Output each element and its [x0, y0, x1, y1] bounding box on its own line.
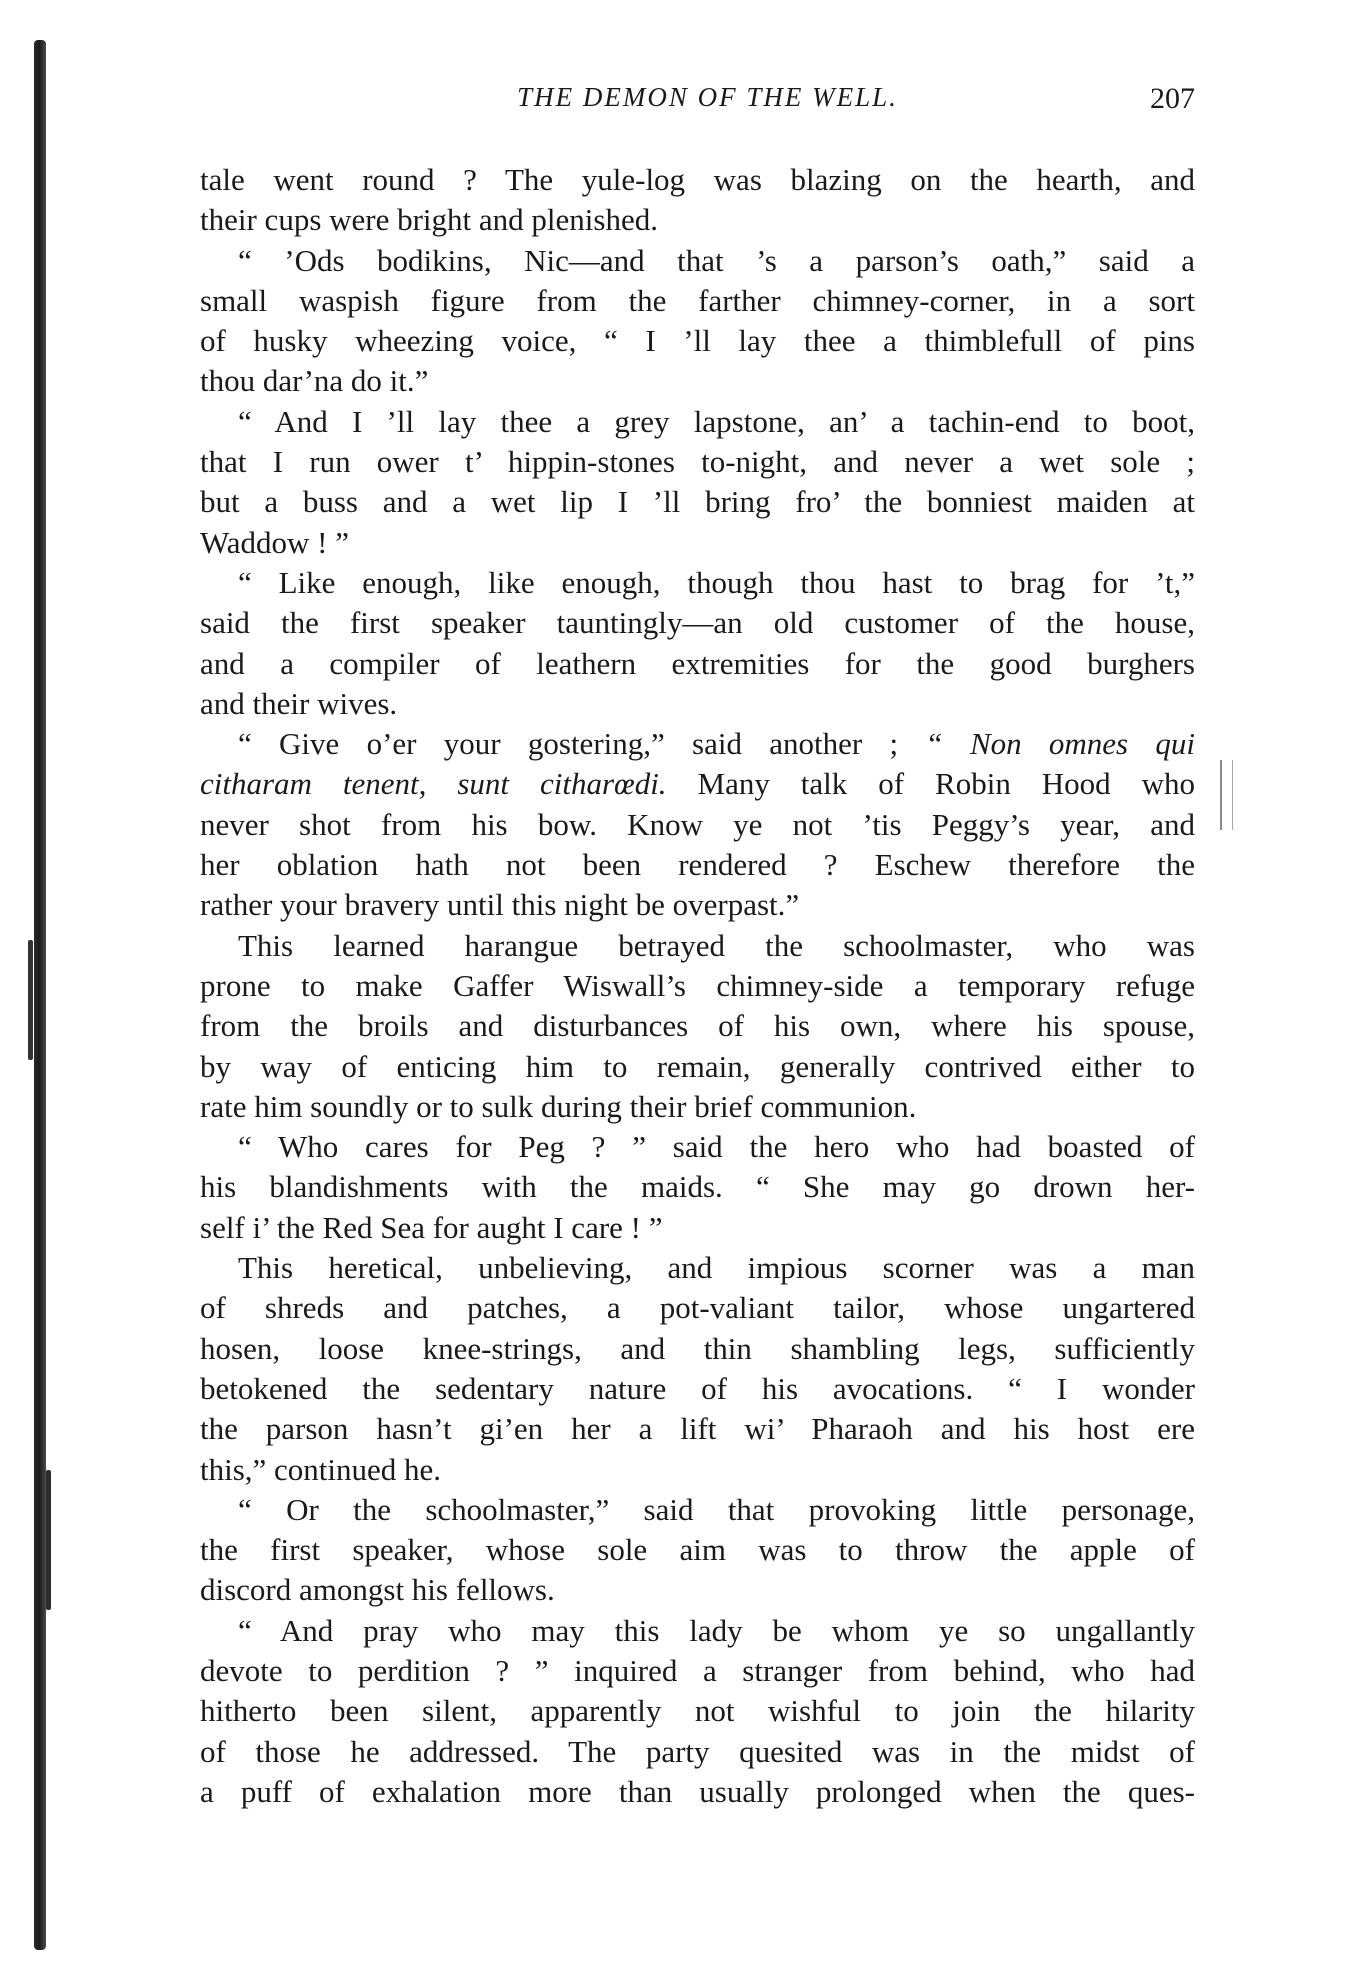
text-line: that I run ower t’ hippin-stones to-night, and never a wet sole ;	[200, 444, 1195, 480]
text-line: “ And pray who may this lady be whom ye so ungallantly	[238, 1612, 1195, 1648]
text-line: by way of enticing him to remain, generally contrived either to	[200, 1048, 1195, 1084]
text-line: “ Like enough, like enough, though thou hast to brag for ’t,”	[238, 564, 1195, 600]
text-line: the parson hasn’t gi’en her a lift wi’ Pharaoh and his host ere	[200, 1411, 1195, 1447]
text-line: never shot from his bow. Know ye not ’tis Peggy’s year, and	[200, 806, 1195, 842]
text-line: prone to make Gaffer Wiswall’s chimney-side a temporary refuge	[200, 967, 1195, 1003]
text-line: discord amongst his fellows.	[200, 1572, 555, 1608]
text-line: “ Or the schoolmaster,” said that provoking little personage,	[238, 1491, 1195, 1527]
text-line: the first speaker, whose sole aim was to throw the apple of	[200, 1532, 1195, 1568]
text-line: “ Who cares for Peg ? ” said the hero who had boasted of	[238, 1129, 1195, 1165]
text-line: devote to perdition ? ” inquired a stranger from behind, who had	[200, 1652, 1195, 1688]
page-text-body	[200, 160, 1195, 1812]
text-line: his blandishments with the maids. “ She may go drown her-	[200, 1169, 1195, 1205]
text-line: hosen, loose knee-strings, and thin shambling legs, sufficiently	[200, 1330, 1195, 1366]
page-header	[200, 82, 1195, 132]
book-binding-edge	[34, 40, 46, 1950]
margin-pencil-mark	[1220, 760, 1233, 830]
text-line: Waddow ! ”	[200, 524, 350, 560]
text-line: “ ’Ods bodikins, Nic—and that ’s a parson’s oath,” said a	[238, 242, 1195, 278]
text-line: their cups were bright and plenished.	[200, 202, 658, 238]
text-line: betokened the sedentary nature of his avocations. “ I wonder	[200, 1370, 1195, 1406]
text-line: small waspish figure from the farther chimney-corner, in a sort	[200, 282, 1195, 318]
page-number: 207	[1150, 82, 1195, 115]
text-fragment: “ Give o’er your gostering,” said another ;	[238, 726, 899, 762]
text-fragment: Many talk of Robin Hood who	[697, 766, 1196, 802]
text-line: and their wives.	[200, 685, 398, 721]
text-line: rather your bravery until this night be overpast.”	[200, 887, 800, 923]
text-line: self i’ the Red Sea for aught I care ! ”	[200, 1209, 663, 1245]
text-line-mixed	[200, 724, 1195, 764]
text-line: but a buss and a wet lip I ’ll bring fro’ the bonniest maiden at	[200, 484, 1195, 520]
text-line: thou dar’na do it.”	[200, 363, 429, 399]
text-line: hitherto been silent, apparently not wishful to join the hilarity	[200, 1693, 1195, 1729]
text-line: This learned harangue betrayed the schoolmaster, who was	[238, 927, 1195, 963]
text-line: This heretical, unbelieving, and impious scorner was a man	[238, 1250, 1195, 1286]
text-line: said the first speaker tauntingly—an old customer of the house,	[200, 605, 1195, 641]
text-line: “ And I ’ll lay thee a grey lapstone, an’ a tachin-end to boot,	[238, 403, 1195, 439]
latin-quote: “ Non omnes qui	[925, 726, 1196, 762]
running-head: THE DEMON OF THE WELL.	[517, 82, 898, 112]
text-line: of those he addressed. The party quesited was in the midst of	[200, 1733, 1195, 1769]
text-line: her oblation hath not been rendered ? Eschew therefore the	[200, 847, 1195, 883]
text-line: and a compiler of leathern extremities for the good burghers	[200, 645, 1195, 681]
text-line: a puff of exhalation more than usually prolonged when the ques-	[200, 1773, 1195, 1809]
text-line: of husky wheezing voice, “ I ’ll lay thee a thimblefull of pins	[200, 323, 1195, 359]
text-line: of shreds and patches, a pot-valiant tailor, whose ungartered	[200, 1290, 1195, 1326]
text-line-mixed	[200, 764, 1195, 804]
text-line: tale went round ? The yule-log was blazing on the hearth, and	[200, 162, 1195, 197]
text-line: rate him soundly or to sulk during their brief communion.	[200, 1088, 917, 1124]
text-line: this,” continued he.	[200, 1451, 442, 1487]
latin-quote: citharam tenent, sunt citharœdi.	[200, 766, 667, 802]
text-line: from the broils and disturbances of his own, where his spouse,	[200, 1008, 1195, 1044]
